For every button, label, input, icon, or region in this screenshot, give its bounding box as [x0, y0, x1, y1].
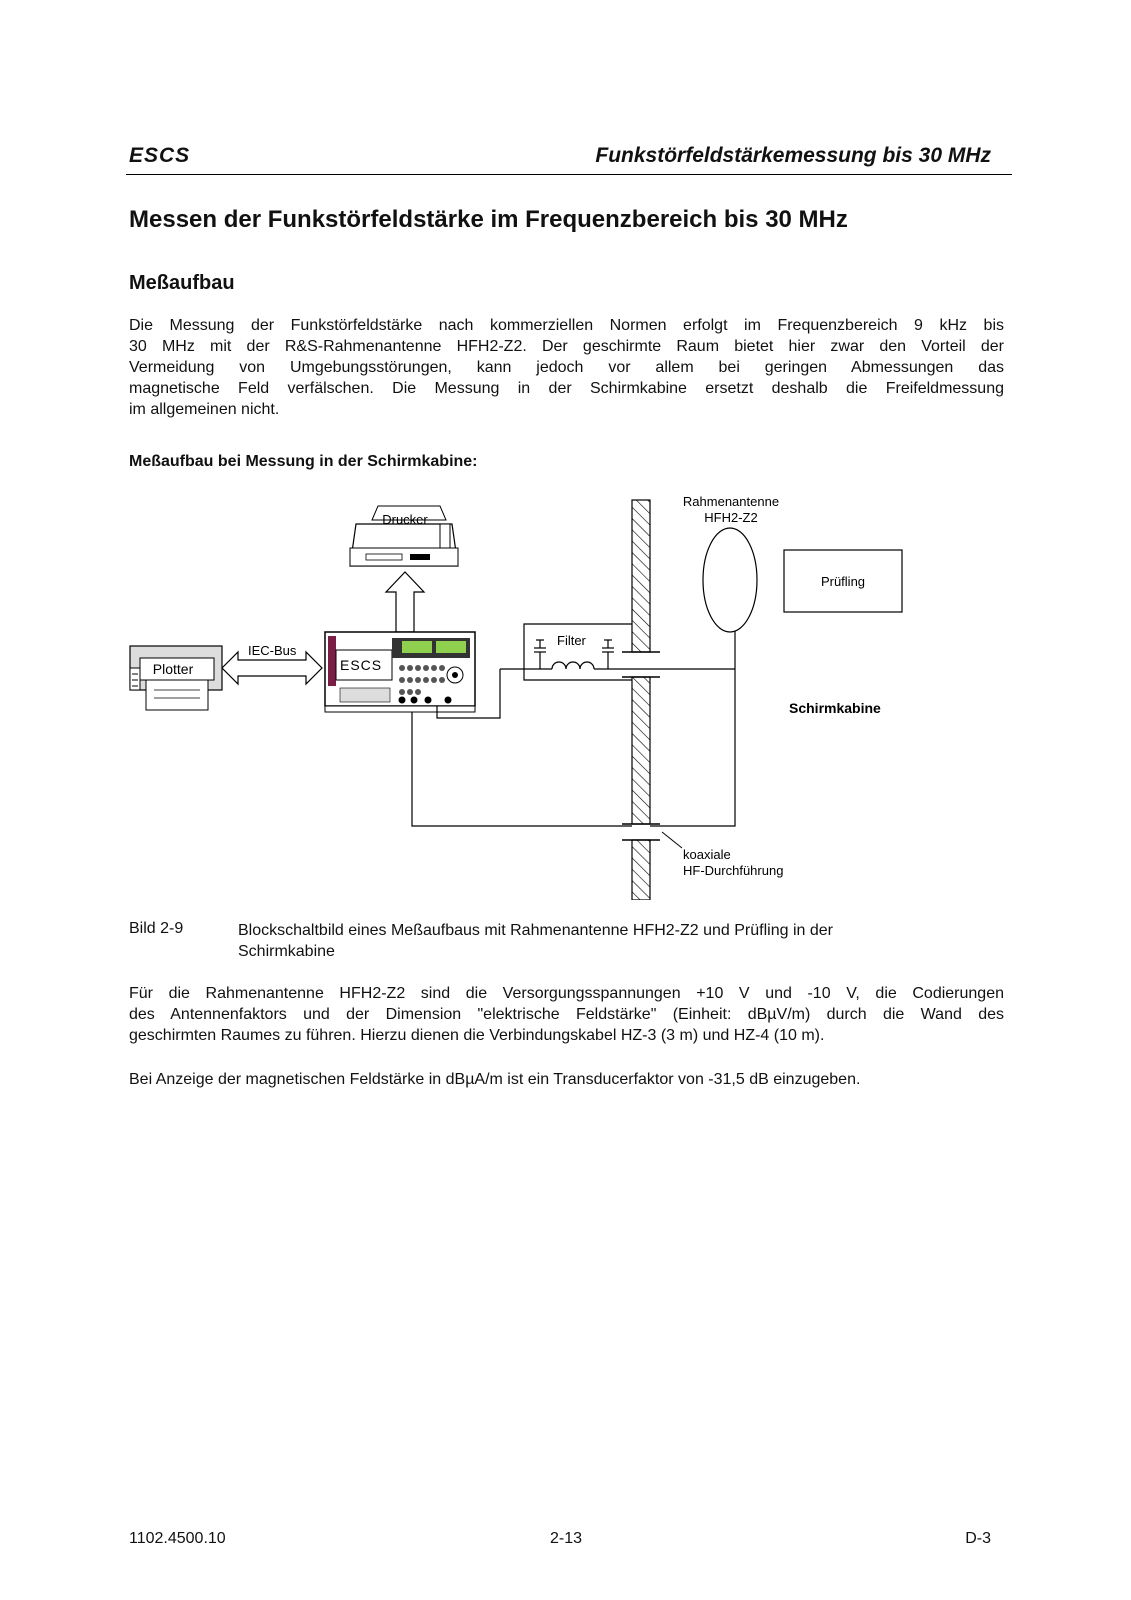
footer-page-number: 2-13	[550, 1530, 583, 1547]
footer-edition: D-3	[965, 1530, 991, 1547]
plotter	[130, 646, 222, 710]
iec-bus-label: IEC-Bus	[248, 643, 297, 658]
caption-line: Blockschaltbild eines Meßaufbaus mit Rahmenantenne HFH2-Z2 und Prüfling in der	[238, 922, 833, 939]
intro-line: magnetische Feld verfälschen. Die Messung in der Schirmkabine ersetzt deshalb die Freifeldmessung	[129, 380, 1004, 397]
loop-antenna	[703, 528, 757, 632]
intro-line: im allgemeinen nicht.	[129, 401, 280, 418]
antenna-label-line1: Rahmenantenne	[682, 494, 780, 509]
feedthrough-label-line2: HF-Durchführung	[683, 863, 784, 878]
intro-line: Die Messung der Funkstörfeldstärke nach kommerziellen Normen erfolgt im Frequenzbereich 9 kHz bis	[129, 317, 1004, 334]
section-heading: Meßaufbau	[129, 272, 235, 294]
arrow-to-printer	[386, 572, 424, 632]
intro-line: 30 MHz mit der R&S-Rahmenantenne HFH2-Z2. Der geschirmte Raum bietet hier zwar den Vorteil der	[129, 338, 1004, 355]
feedthrough-pointer	[662, 832, 682, 848]
figure-number: Bild 2-9	[129, 920, 184, 937]
transducer-paragraph: Bei Anzeige der magnetischen Feldstärke in dBµA/m ist ein Transducerfaktor von -31,5 dB einzugeben.	[129, 1071, 861, 1088]
figure-caption	[238, 920, 978, 962]
dut-label: Prüfling	[820, 574, 866, 589]
caption-line: Schirmkabine	[238, 943, 335, 960]
printer-label: Drucker	[382, 512, 428, 527]
shielded-room-label: Schirmkabine	[789, 700, 881, 716]
para2-line: Für die Rahmenantenne HFH2-Z2 sind die Versorgungsspannungen +10 V und -10 V, die Codierungen	[129, 985, 1004, 1002]
filter-label: Filter	[557, 633, 586, 648]
shield-wall	[622, 500, 660, 900]
para2-line: geschirmten Raumes zu führen. Hierzu dienen die Verbindungskabel HZ-3 (3 m) und HZ-4 (10 m).	[129, 1027, 825, 1044]
filter	[500, 624, 700, 680]
page-title: Messen der Funkstörfeldstärke im Frequenzbereich bis 30 MHz	[129, 206, 848, 233]
antenna-label-line2: HFH2-Z2	[704, 510, 758, 525]
header-right: Funkstörfeldstärkemessung bis 30 MHz	[595, 144, 991, 167]
footer-doc-number: 1102.4500.10	[129, 1530, 226, 1547]
intro-line: Vermeidung von Umgebungsstörungen, kann jedoch vor allem bei geringen Abmessungen das	[129, 359, 1004, 376]
plotter-label: Plotter	[152, 661, 194, 677]
supply-paragraph	[129, 983, 1004, 1046]
feedthrough-label-line1: koaxiale	[683, 847, 731, 862]
subheading: Meßaufbau bei Messung in der Schirmkabine:	[129, 453, 478, 470]
para2-line: des Antennenfaktors und der Dimension "elektrische Feldstärke" (Einheit: dBµV/m) durch die Wand des	[129, 1006, 1004, 1023]
escs-label: ESCS	[340, 657, 383, 673]
header-left: ESCS	[129, 144, 191, 167]
